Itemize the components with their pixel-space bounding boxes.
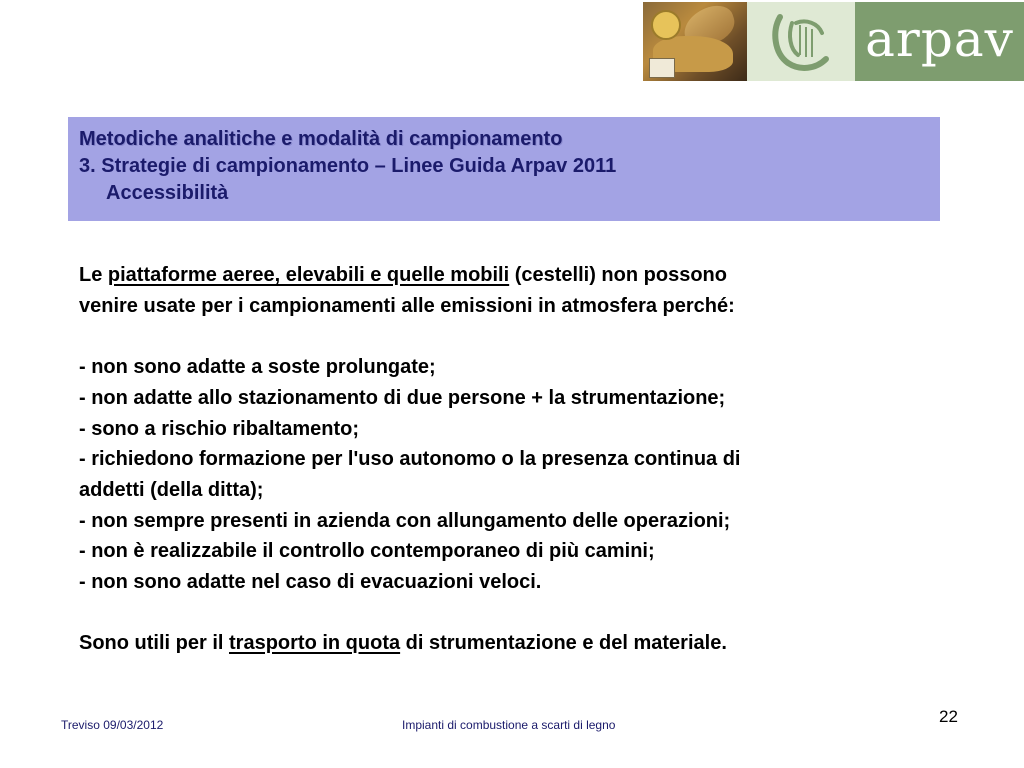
spacer [79,598,949,629]
bullet-item: - non sono adatte nel caso di evacuazioni veloci. [79,571,542,594]
intro-prefix: Le [79,264,108,286]
bullet-item: - non sono adatte a soste prolungate; [79,356,436,379]
slide-subtitle: 3. Strategie di campionamento – Linee Guida Arpav 2011 [79,155,617,177]
slide-body [79,260,949,659]
footer-title: Impianti di combustione a scarti di legno [402,718,616,732]
closing-prefix: Sono utili per il [79,632,229,655]
closing-rest: di strumentazione e del materiale. [400,632,727,655]
bullet-item: - non adatte allo stazionamento di due persone + la strumentazione; [79,386,726,409]
bullet-item: - sono a rischio ribaltamento; [79,417,360,440]
bullet-item: - non sempre presenti in azienda con allungamento delle operazioni; [79,509,731,532]
page-number: 22 [939,707,958,726]
footer-date: Treviso 09/03/2012 [61,718,164,732]
intro-line-1-rest: (cestelli) non possono [509,264,727,286]
bullet-item: - richiedono formazione per l'uso autonomo o la presenza continua di [79,448,741,471]
bullet-item: - non è realizzabile il controllo contemporaneo di più camini; [79,540,655,563]
slide-subtitle-topic: Accessibilità [106,182,229,204]
logo-text: arpav [865,9,1014,68]
intro-line-2: venire usate per i campionamenti alle emissioni in atmosfera perché: [79,294,735,317]
bullet-item-continuation: addetti (della ditta); [79,478,264,501]
slide-title: Metodiche analitiche e modalità di campionamento [79,128,563,150]
intro-underlined-phrase: piattaforme aeree, elevabili e quelle mobili [107,264,510,286]
logo-text-box [855,2,1024,81]
closing-line [79,628,949,659]
intro-line-1 [79,260,949,291]
arpav-logo-banner [643,2,1024,81]
slide-title-box [68,117,940,221]
lyre-mark-icon [747,2,855,81]
spacer [79,321,949,352]
closing-underlined-phrase: trasporto in quota [229,632,401,655]
winged-lion-icon [643,2,747,81]
